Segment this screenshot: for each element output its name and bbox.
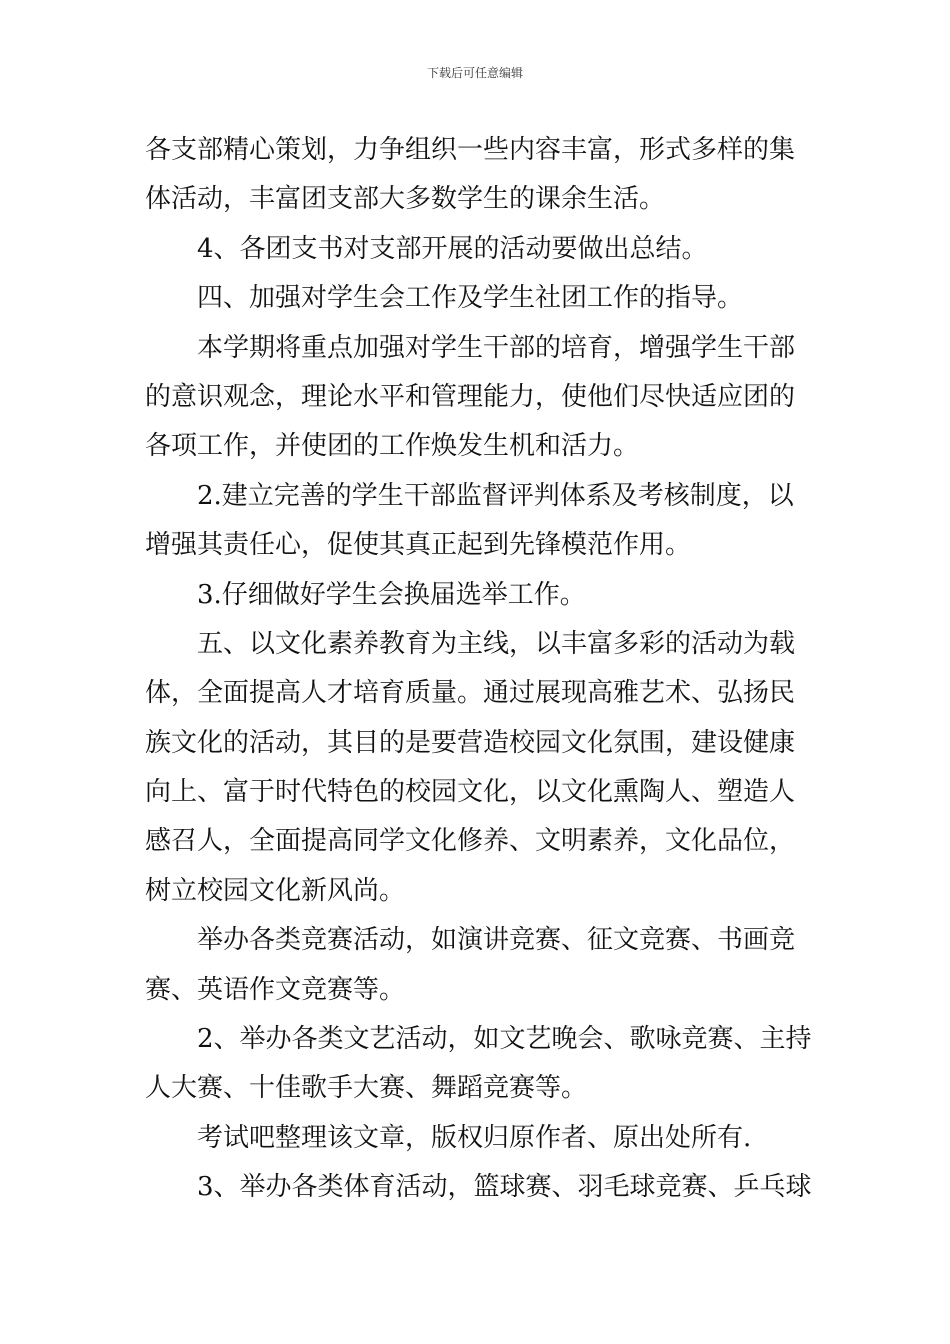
text-line: 4、各团支书对支部开展的活动要做出总结。 — [197, 233, 708, 264]
text-line: 四、加强对学生会工作及学生社团工作的指导。 — [197, 283, 744, 314]
text-line: 本学期将重点加强对学生干部的培育，增强学生干部 — [197, 332, 796, 363]
text-line: 3、举办各类体育活动，篮球赛、羽毛球竞赛、乒乓球 — [197, 1172, 812, 1203]
text-line: 2.建立完善的学生干部监督评判体系及考核制度，以 — [197, 480, 794, 511]
text-line: 族文化的活动，其目的是要营造校园文化氛围，建设健康 — [145, 727, 796, 758]
text-line: 感召人，全面提高同学文化修养、文明素养，文化品位， — [145, 826, 796, 857]
text-line: 五、以文化素养教育为主线，以丰富多彩的活动为载 — [197, 628, 796, 659]
page-header: 下载后可任意编辑 — [426, 66, 523, 80]
text-line: 体活动，丰富团支部大多数学生的课余生活。 — [145, 184, 666, 215]
text-line: 向上、富于时代特色的校园文化，以文化熏陶人、塑造人 — [145, 777, 796, 808]
text-line: 的意识观念，理论水平和管理能力，使他们尽快适应团的 — [145, 381, 796, 412]
text-line: 人大赛、十佳歌手大赛、舞蹈竞赛等。 — [145, 1073, 588, 1104]
text-line: 2、举办各类文艺活动，如文艺晚会、歌咏竞赛、主持 — [197, 1024, 812, 1055]
text-line: 举办各类竞赛活动，如演讲竞赛、征文竞赛、书画竞 — [197, 925, 796, 956]
text-line: 树立校园文化新风尚。 — [145, 875, 406, 906]
text-line: 3.仔细做好学生会换届选举工作。 — [197, 579, 586, 610]
text-line: 赛、英语作文竞赛等。 — [145, 974, 406, 1005]
text-line: 体，全面提高人才培育质量。通过展现高雅艺术、弘扬民 — [145, 678, 796, 709]
text-line: 各支部精心策划，力争组织一些内容丰富，形式多样的集 — [145, 135, 796, 165]
document-body — [145, 126, 810, 1213]
text-line: 增强其责任心，促使其真正起到先锋模范作用。 — [145, 530, 692, 561]
text-line: 各项工作，并使团的工作焕发生机和活力。 — [145, 431, 640, 462]
text-line: 考试吧整理该文章，版权归原作者、原出处所有. — [197, 1122, 752, 1153]
